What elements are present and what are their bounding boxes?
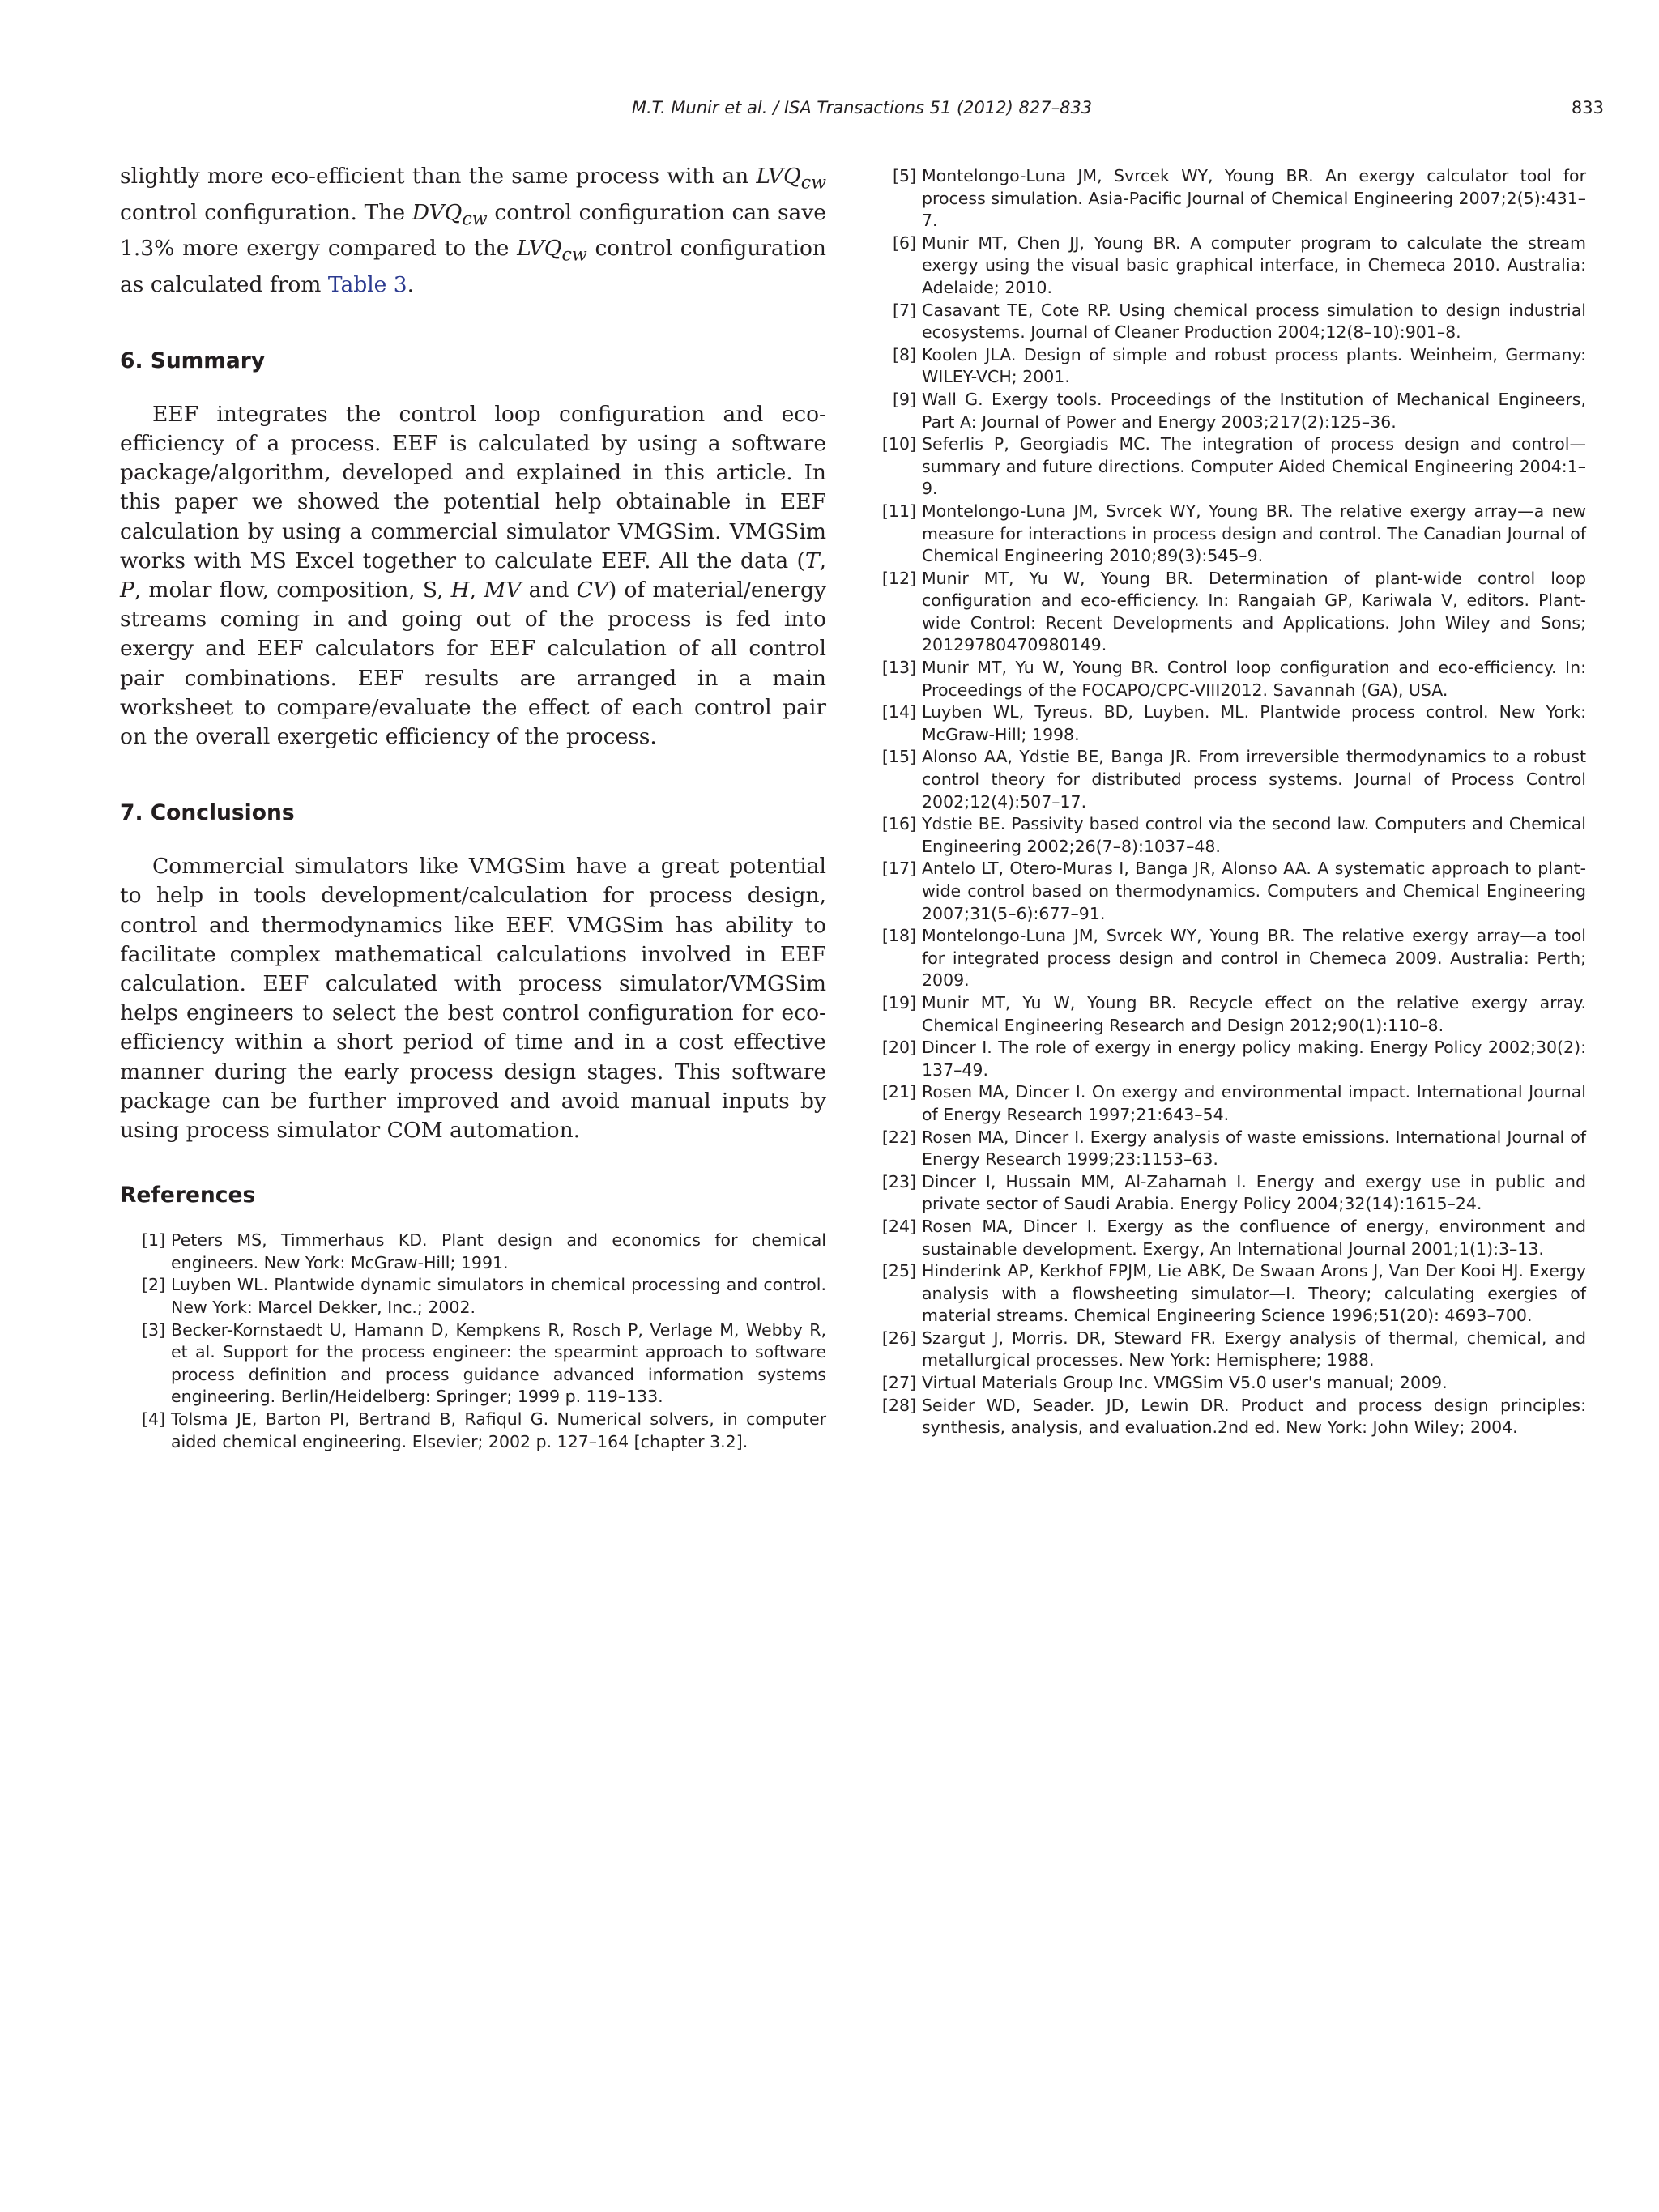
intro-text-4: control configuration as calculated from (120, 236, 826, 297)
reference-item: [5] Montelongo-Luna JM, Svrcek WY, Young BR. An exergy calculator tool for process simulation. Asia-Pacific Journal of Chemical Engineering 2007;2(5):431–7. (892, 166, 1586, 231)
symbol-lvq-1: $LVQ_{cw}$ (756, 164, 826, 194)
left-column (120, 162, 826, 1453)
reference-item: [3] Becker-Kornstaedt U, Hamann D, Kempkens R, Rosch P, Verlage M, Webby R, et al. Support for the process engineer: the spearmint approach to software process definition and process guidance advanced information systems engineering. Berlin/Heidelberg: Springer; 1999 p. 119–133. (141, 1319, 826, 1407)
references-list-right (879, 165, 1586, 1439)
reference-item: [26] Szargut J, Morris. DR, Steward FR. Exergy analysis of thermal, chemical, and metallurgical processes. New York: Hemisphere; 1988. (881, 1328, 1586, 1370)
running-header (120, 98, 1604, 126)
reference-item: [8] Koolen JLA. Design of simple and robust process plants. Weinheim, Germany: WILEY-VCH; 2001. (892, 344, 1586, 387)
journal-citation-line: M.T. Munir et al. / ISA Transactions 51 (2012) 827–833 (631, 98, 1093, 117)
intro-paragraph (120, 162, 826, 300)
reference-item: [24] Rosen MA, Dincer I. Exergy as the confluence of energy, environment and sustainable development. Exergy, An International Journal 2001;1(1):3–13. (881, 1216, 1586, 1259)
conclusions-heading: 7. Conclusions (120, 800, 295, 826)
references-heading: References (120, 1183, 256, 1208)
reference-item: [17] Antelo LT, Otero-Muras I, Banga JR, Alonso AA. A systematic approach to plant-wide control based on thermodynamics. Computers and Chemical Engineering 2007;31(5–6):677–91. (881, 859, 1586, 923)
reference-item: [9] Wall G. Exergy tools. Proceedings of the Institution of Mechanical Engineers, Part A: Journal of Power and Energy 2003;217(2):125–36. (892, 389, 1586, 432)
reference-item: [15] Alonso AA, Ydstie BE, Banga JR. From irreversible thermodynamics to a robust control theory for distributed process systems. Journal of Process Control 2002;12(4):507–17. (881, 747, 1586, 812)
reference-item: [23] Dincer I, Hussain MM, Al-Zaharnah I. Energy and exergy use in public and private sector of Saudi Arabia. Energy Policy 2004;32(14):1615–24. (881, 1171, 1586, 1214)
intro-text-3: control configuration can save 1.3% more exergy compared to the (120, 199, 826, 261)
reference-item: [12] Munir MT, Yu W, Young BR. Determination of plant-wide control loop configuration and eco-efficiency. In: Rangaiah GP, Kariwala V, editors. Plant-wide Control: Recent Developments and Applications. John Wiley and Sons; 20129780470980149. (881, 568, 1586, 655)
table-3-link[interactable]: Table 3 (327, 271, 407, 297)
reference-item: [19] Munir MT, Yu W, Young BR. Recycle effect on the relative exergy array. Chemical Engineering Research and Design 2012;90(1):110–8. (881, 992, 1586, 1035)
reference-item: [11] Montelongo-Luna JM, Svrcek WY, Young BR. The relative exergy array—a new measure for interactions in process design and control. The Canadian Journal of Chemical Engineering 2010;89(3):545–9. (881, 501, 1586, 566)
intro-text-1: slightly more eco-efficient than the same process with an (120, 164, 757, 189)
conclusions-paragraph: Commercial simulators like VMGSim have a great potential to help in tools development/calculation for process design, control and thermodynamics like EEF. VMGSim has ability to facilitate complex mathematical calculations involved in EEF calculation. EEF calculated with process simulator/VMGSim helps engineers to select the best control configuration for eco-efficiency within a short period of time and in a cost effective manner during the early process design stages. This software package can be further improved and avoid manual inputs by using process simulator COM automation. (120, 854, 826, 1143)
summary-heading: 6. Summary (120, 347, 266, 373)
reference-item: [25] Hinderink AP, Kerkhof FPJM, Lie ABK, De Swaan Arons J, Van Der Kooi HJ. Exergy analysis with a flowsheeting simulator—I. Theory; calculating exergies of material streams. Chemical Engineering Science 1996;51(20): 4693–700. (881, 1261, 1586, 1326)
page-number: 833 (1571, 98, 1604, 117)
reference-item: [10] Seferlis P, Georgiadis MC. The integration of process design and control—summary and future directions. Computer Aided Chemical Engineering 2004:1–9. (881, 434, 1586, 499)
reference-item: [13] Munir MT, Yu W, Young BR. Control loop configuration and eco-efficiency. In: Proceedings of the FOCAPO/CPC-VIII2012. Savannah (GA), USA. (881, 658, 1586, 700)
reference-item: [22] Rosen MA, Dincer I. Exergy analysis of waste emissions. International Journal of Energy Research 1999;23:1153–63. (881, 1127, 1586, 1170)
symbol-dvq: $DVQ_{cw}$ (412, 199, 488, 229)
reference-item: [20] Dincer I. The role of exergy in energy policy making. Energy Policy 2002;30(2): 137–49. (881, 1038, 1586, 1080)
reference-item: [2] Luyben WL. Plantwide dynamic simulators in chemical processing and control. New York: Marcel Dekker, Inc.; 2002. (141, 1275, 826, 1317)
reference-item: [1] Peters MS, Timmerhaus KD. Plant design and economics for chemical engineers. New York: McGraw-Hill; 1991. (141, 1230, 826, 1272)
reference-item: [16] Ydstie BE. Passivity based control via the second law. Computers and Chemical Engineering 2002;26(7–8):1037–48. (881, 814, 1586, 856)
reference-item: [27] Virtual Materials Group Inc. VMGSim V5.0 user's manual; 2009. (881, 1373, 1448, 1393)
reference-item: [21] Rosen MA, Dincer I. On exergy and environmental impact. International Journal of Energy Research 1997;21:643–54. (881, 1082, 1586, 1124)
reference-item: [28] Seider WD, Seader. JD, Lewin DR. Product and process design principles: synthesis, analysis, and evaluation.2nd ed. New York: John Wiley; 2004. (881, 1395, 1586, 1438)
reference-item: [7] Casavant TE, Cote RP. Using chemical process simulation to design industrial ecosystems. Journal of Cleaner Production 2004;12(8–10):901–8. (892, 300, 1586, 343)
references-list-left (120, 1230, 826, 1453)
reference-item: [6] Munir MT, Chen JJ, Young BR. A computer program to calculate the stream exergy using the visual basic graphical interface, in Chemeca 2010. Australia: Adelaide; 2010. (892, 232, 1586, 297)
reference-item: [14] Luyben WL, Tyreus. BD, Luyben. ML. Plantwide process control. New York: McGraw-Hill; 1998. (881, 702, 1586, 744)
reference-item: [18] Montelongo-Luna JM, Svrcek WY, Young BR. The relative exergy array—a tool for integrated process design and control in Chemeca 2009. Australia: Perth; 2009. (881, 926, 1586, 991)
summary-paragraph: EEF integrates the control loop configuration and eco-efficiency of a process. EEF is calculated by using a software package/algorithm, developed and explained in this article. In this paper we showed the potential help obtainable in EEF calculation by using a commercial simulator VMGSim. VMGSim works with MS Excel together to calculate EEF. All the data (T, P, molar flow, composition, S, H, MV and CV) of material/energy streams coming in and going out of the process is fed into exergy and EEF calculators for EEF calculation of all control pair combinations. EEF results are arranged in a main worksheet to compare/evaluate the effect of each control pair on the overall exergetic efficiency of the process. (120, 401, 826, 749)
intro-text-2: control configuration. The (120, 199, 412, 225)
right-column (879, 165, 1586, 1439)
symbol-lvq-2: $LVQ_{cw}$ (517, 236, 587, 266)
reference-item: [4] Tolsma JE, Barton PI, Bertrand B, Rafiqul G. Numerical solvers, in computer aided chemical engineering. Elsevier; 2002 p. 127–164 [chapter 3.2]. (141, 1409, 826, 1451)
intro-text-5: . (407, 271, 415, 297)
